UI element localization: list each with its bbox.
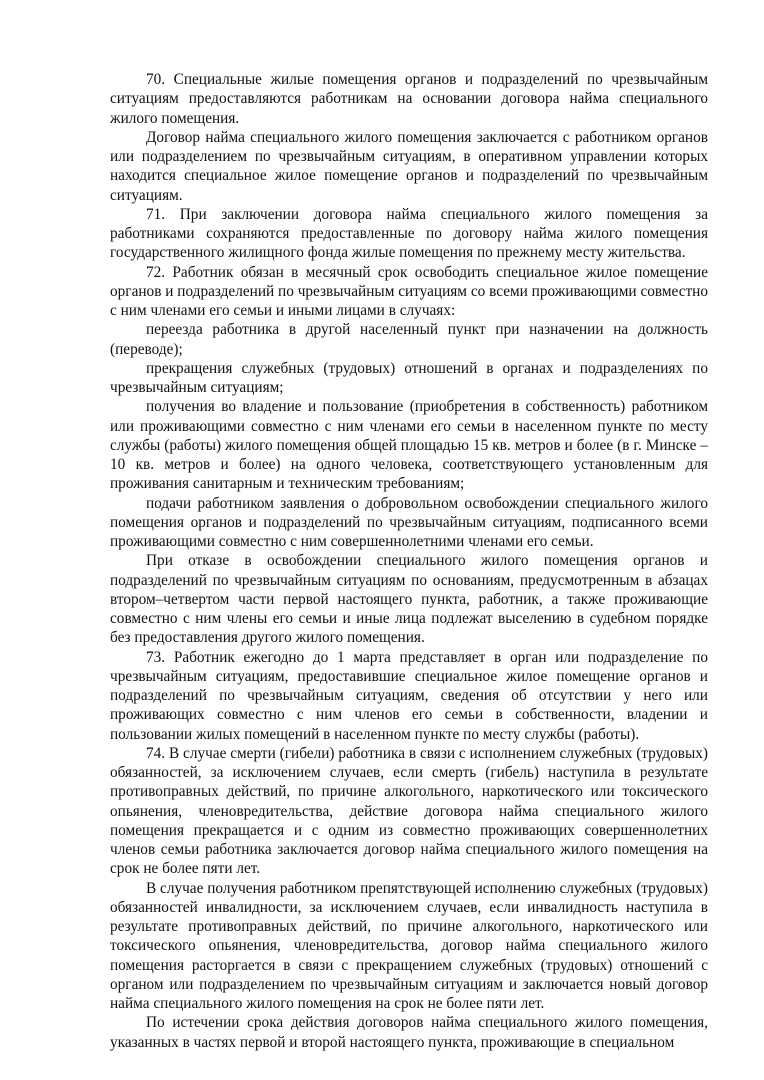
paragraph-74: 74. В случае смерти (гибели) работника в связи с исполнением служебных (трудовых) обязанностей, за исключением случаев, если смерть (гибель) наступила в результате противоправных действий, по причине алкогольного, наркотического или токсического опьянения, членовредительства, действие договора найма специального жилого помещения прекращается и с одним из совместно проживающих совершеннолетних членов семьи работника заключается договор найма специального жилого помещения на срок не более пяти лет. xyxy=(110,744,708,878)
paragraph-72-case-4: подачи работником заявления о добровольном освобождении специального жилого помещения органов и подразделений по чрезвычайным ситуациям, подписанного всеми проживающими совместно с ним совершеннолетними членами его семьи. xyxy=(110,494,708,550)
paragraph-74-part-2: В случае получения работником препятствующей исполнению служебных (трудовых) обязанностей инвалидности, за исключением случаев, если инвалидность наступила в результате противоправных действий, по причине алкогольного, наркотического или токсического опьянения, членовредительства, договор найма специального жилого помещения расторгается в связи с прекращением служебных (трудовых) отношений с органом или подразделением по чрезвычайным ситуациям и заключается новый договор найма специального жилого помещения на срок не более пяти лет. xyxy=(110,879,708,1012)
paragraph-72: 72. Работник обязан в месячный срок освободить специальное жилое помещение органов и подразделений по чрезвычайным ситуациям со всеми проживающими совместно с ним членами его семьи и иными лицами в случаях: xyxy=(110,263,708,319)
document-text xyxy=(110,70,708,1052)
paragraph-72-case-1: переезда работника в другой населенный пункт при назначении на должность (переводе); xyxy=(110,321,708,358)
paragraph-70: 70. Специальные жилые помещения органов и подразделений по чрезвычайным ситуациям предоставляются работникам на основании договора найма специального жилого помещения. xyxy=(110,71,708,127)
paragraph-73: 73. Работник ежегодно до 1 марта представляет в орган или подразделение по чрезвычайным ситуациям, предоставившие специальное жилое помещение органов и подразделений по чрезвычайным ситуациям, сведения об отсутствии у него или проживающих совместно с ним членов его семьи в собственности, владении и пользовании жилых помещений в населенном пункте по месту службы (работы). xyxy=(110,648,708,743)
paragraph-72-part-2: При отказе в освобождении специального жилого помещения органов и подразделений по чрезвычайным ситуациям по основаниям, предусмотренным в абзацах втором–четвертом части первой настоящего пункта, работник, а также проживающие совместно с ним члены его семьи и иные лица подлежат выселению в судебном порядке без предоставления другого жилого помещения. xyxy=(110,552,708,647)
paragraph-70-part-2: Договор найма специального жилого помещения заключается с работником органов или подразделением по чрезвычайным ситуациям, в оперативном управлении которых находится специальное жилое помещение органов и подразделений по чрезвычайным ситуациям. xyxy=(110,128,708,204)
paragraph-71: 71. При заключении договора найма специального жилого помещения за работниками сохраняются предоставленные по договору найма жилого помещения государственного жилищного фонда жилые помещения по прежнему месту жительства. xyxy=(110,205,708,262)
paragraph-72-case-3: получения во владение и пользование (приобретения в собственность) работником или проживающими совместно с ним членами его семьи в населенном пункте по месту службы (работы) жилого помещения общей площадью 15 кв. метров и более (в г. Минске – 10 кв. метров и более) на одного человека, соответствующего установленным для проживания санитарным и техническим требованиям; xyxy=(110,398,708,493)
paragraph-74-part-3: По истечении срока действия договоров найма специального жилого помещения, указанных в частях первой и второй настоящего пункта, проживающие в специальном xyxy=(110,1014,708,1051)
paragraph-72-case-2: прекращения служебных (трудовых) отношений в органах и подразделениях по чрезвычайным ситуациям; xyxy=(110,359,708,396)
